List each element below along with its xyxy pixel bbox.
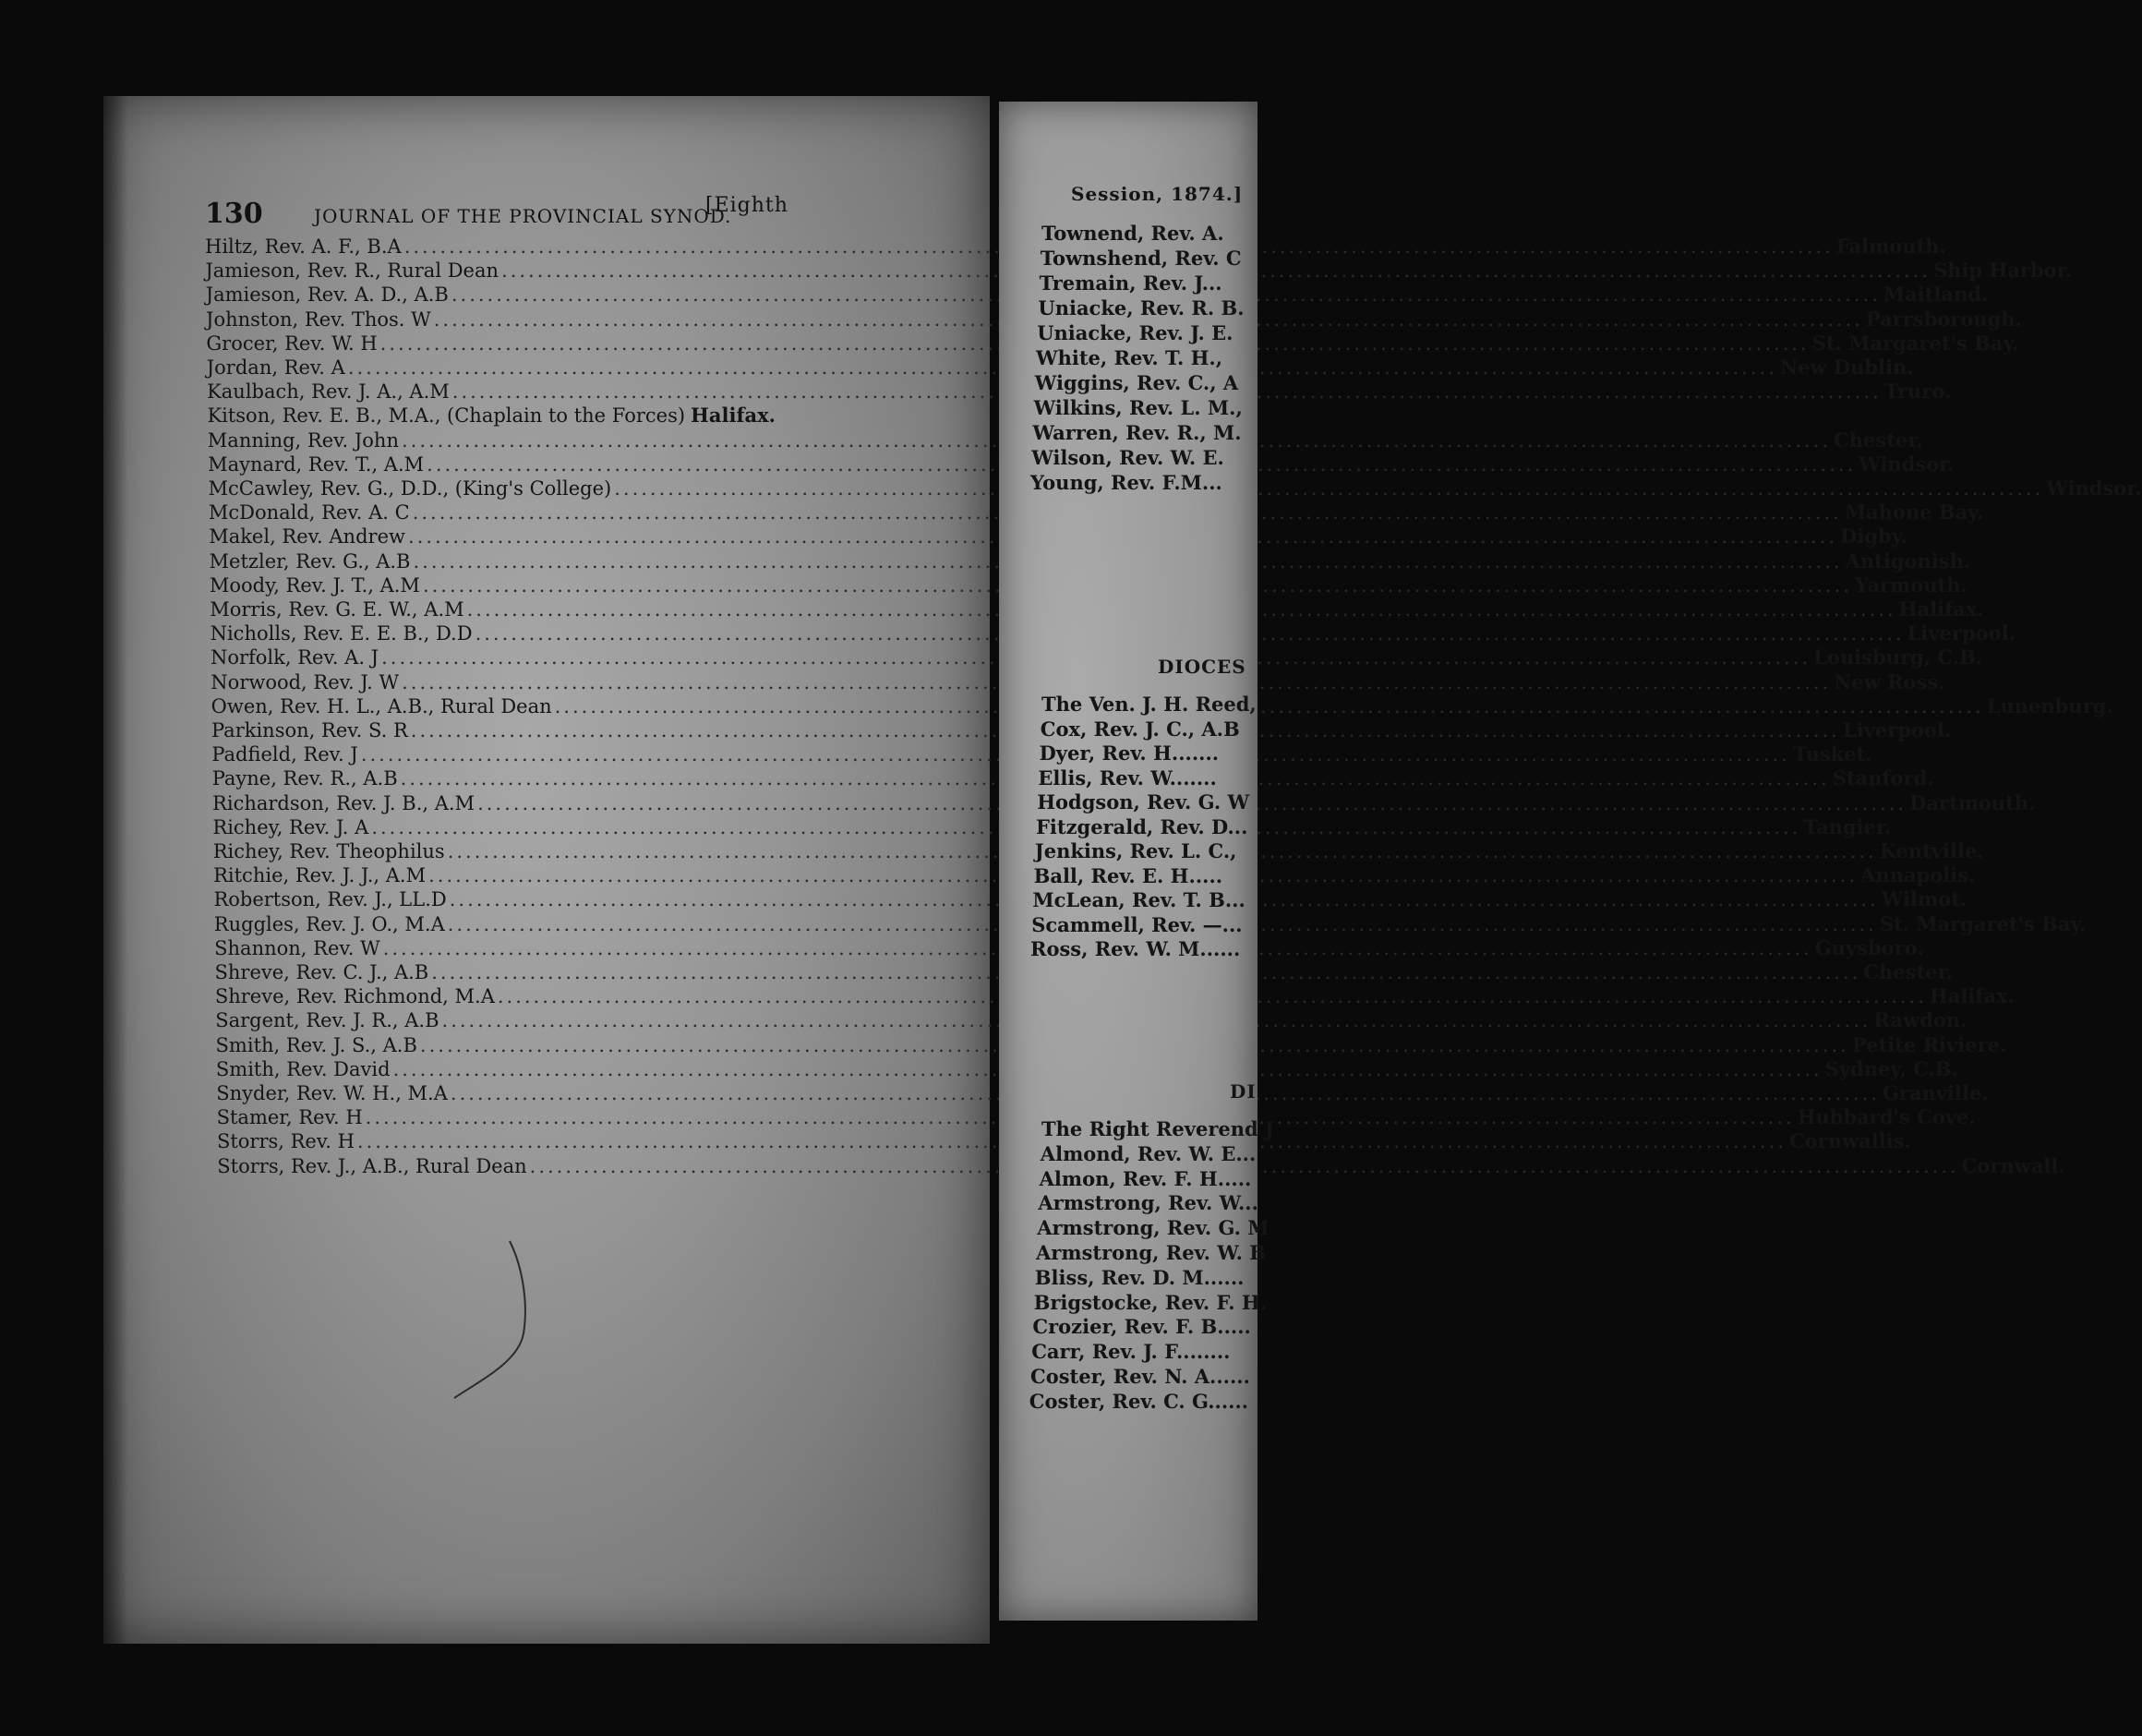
right-entry: Fitzgerald, Rev. D... [1036,814,1248,838]
entry-name: Parkinson, Rev. S. R [211,719,408,741]
right-entry: Ross, Rev. W. M...... [1030,937,1241,960]
entry-name: Kaulbach, Rev. J. A., A.M [207,380,450,404]
entry-place: Stanford. [1832,766,1934,790]
entry-place: Halifax. [691,404,776,428]
entry-place: Louisburg, C.B. [1813,645,1983,669]
right-entry: Jenkins, Rev. L. C., [1034,839,1237,862]
entry-place: Rawdon. [1873,1008,1968,1032]
entry-name: Shannon, Rev. W [214,936,380,959]
leader-dots [614,477,2043,500]
right-entry: Almond, Rev. W. E... [1040,1141,1257,1165]
entry-name: Richey, Rev. J. A [212,815,369,838]
entry-place: Chester. [1834,428,1923,452]
entry-name: Norfolk, Rev. A. J [210,646,379,669]
running-title: JOURNAL OF THE PROVINCIAL SYNOD. [314,205,732,227]
entry-name: Robertson, Rev. J., LL.D [213,888,447,911]
right-entry: Cox, Rev. J. C., A.B [1040,717,1240,741]
right-entry: Uniacke, Rev. J. E. [1037,321,1233,344]
entry-place: Tangier. [1803,814,1892,838]
entry-name: Shreve, Rev. C. J., A.B [214,961,429,983]
entry-place: Hubbard's Cove. [1797,1105,1976,1129]
entry-name: Hiltz, Rev. A. F., B.A [205,235,402,258]
right-page [999,102,1274,1621]
entry-place: Kentville. [1879,839,1984,862]
entry-place: Granville. [1882,1081,1989,1104]
entry-name: Manning, Rev. John [207,428,399,452]
running-tag: [Eighth [705,194,788,217]
entry-place: Chester. [1863,960,1953,983]
right-entry: Ball, Rev. E. H..... [1033,863,1223,887]
entry-place: Cornwall. [1961,1153,2065,1177]
entry-name: Moody, Rev. J. T., A.M [209,573,420,597]
right-entry: Bliss, Rev. D. M...... [1034,1265,1245,1289]
entry-place: Windsor. [2046,476,2142,500]
entry-name: Norwood, Rev. J. W [211,670,400,693]
entry-name: Padfield, Rev. J [211,743,358,766]
entry-name: Smith, Rev. J. S., A.B [215,1033,417,1056]
right-entry: Wilson, Rev. W. E. [1031,446,1224,469]
entry-place: Annapolis. [1860,863,1976,887]
right-entry: Young, Rev. F.M... [1030,471,1222,494]
right-entry: Armstrong, Rev. W. B [1036,1241,1266,1264]
entry-place: Windsor. [1859,452,1955,476]
entry-place: Liverpool. [1907,621,2016,645]
right-entry: Townend, Rev. A. [1041,222,1224,245]
entry-place: Antigonish. [1845,549,1971,573]
right-entry: Tremain, Rev. J... [1039,271,1222,295]
right-entry: Brigstocke, Rev. F. H. [1033,1290,1268,1314]
entry-place: Digby. [1840,524,1907,549]
entry-name: Richardson, Rev. J. B., A.M [212,791,475,814]
right-entry: Warren, Rev. R., M. [1032,421,1242,444]
entry-place: Liverpool. [1842,718,1952,741]
right-entry: Armstrong, Rev. W... [1038,1191,1258,1215]
entry-name: Maynard, Rev. T., A.M [208,452,425,476]
right-entry: Ellis, Rev. W....... [1038,766,1217,790]
entry-name: Owen, Rev. H. L., A.B., Rural Dean [211,694,552,717]
entry-place: Halifax. [1929,984,2015,1008]
right-entry: Dyer, Rev. H....... [1039,741,1220,765]
right-entry: Townshend, Rev. C [1040,247,1242,270]
entry-place: Guysboro. [1814,935,1924,959]
section-heading-diocese: DIOCES [1158,656,1246,678]
entry-name: Johnston, Rev. Thos. W [206,307,431,331]
entry-place: New Ross. [1834,669,1945,693]
entry-place: Halifax. [1898,597,1984,621]
pencil-mark [445,1232,556,1417]
page-number: 130 [205,198,263,230]
right-entry: Uniacke, Rev. R. B. [1038,296,1245,319]
entry-place: Cornwallis. [1788,1129,1911,1153]
entry-name: McDonald, Rev. A. C [208,501,410,524]
entry-name: Smith, Rev. David [215,1057,391,1080]
entry-place: Truro. [1883,380,1952,404]
right-entry: Coster, Rev. N. A...... [1030,1365,1250,1388]
entry-name: Richey, Rev. Theophilus [212,840,445,862]
entry-place: Tusket. [1792,742,1872,766]
entry-place: Yarmouth. [1854,573,1968,597]
right-entry: The Ven. J. H. Reed, [1041,693,1257,716]
entry-place: St. Margaret's Bay. [1811,331,2019,355]
entry-name: Shreve, Rev. Richmond, M.A [214,985,495,1008]
entry-name: Storrs, Rev. J., A.B., Rural Dean [217,1154,527,1177]
section-heading-di: DI [1230,1080,1257,1103]
entry-name: Nicholls, Rev. E. E. B., D.D [210,622,473,645]
entry-place: Parrsborough. [1865,307,2022,331]
entry-place: New Dublin. [1779,356,1914,379]
right-entry: Hodgson, Rev. G. W [1037,790,1250,814]
right-entry: Almon, Rev. F. H..... [1039,1166,1252,1190]
entry-name: Grocer, Rev. W. H [206,332,378,355]
entry-name: Makel, Rev. Andrew [209,525,405,549]
right-entry: Carr, Rev. J. F........ [1031,1340,1231,1364]
entry-place: St. Margaret's Bay. [1879,911,2087,935]
entry-place: Wilmot. [1881,887,1968,911]
entry-name: Kitson, Rev. E. B., M.A., (Chaplain to the Forces) [207,404,686,428]
entry-place: Ship Harbor. [1933,259,2073,283]
entry-name: Metzler, Rev. G., A.B [209,549,411,573]
entry-place: Mahone Bay. [1844,500,1984,524]
entry-name: Jamieson, Rev. A. D., A.B [205,283,449,307]
entry-place: Dartmouth. [1909,790,2036,814]
entry-place: Maitland. [1883,283,1989,307]
entry-name: Stamer, Rev. H [216,1106,363,1129]
entry-name: Ruggles, Rev. J. O., M.A [213,912,445,935]
entry-name: Morris, Rev. G. E. W., A.M [210,598,464,621]
right-entry: Armstrong, Rev. G. M [1037,1216,1270,1240]
right-entry: Crozier, Rev. F. B..... [1032,1315,1251,1339]
entry-place: Lunenburg. [1986,693,2113,717]
entry-name: Payne, Rev. R., A.B [211,767,398,790]
entry-name: Ritchie, Rev. J. J., A.M [213,864,427,887]
entry-place: Sydney, C.B. [1824,1056,1958,1080]
right-entry: Scammell, Rev. —... [1031,912,1243,936]
entry-name: Storrs, Rev. H [216,1130,355,1153]
entry-place: Falmouth. [1835,235,1946,258]
right-entry: Coster, Rev. C. G...... [1029,1389,1249,1413]
right-entry: White, Rev. T. H., [1036,346,1223,369]
right-entry: McLean, Rev. T. B... [1032,888,1245,911]
right-entry: The Right Reverend J [1041,1117,1274,1140]
entry-name: Snyder, Rev. W. H., M.A [216,1082,448,1104]
right-running-header: Session, 1874.] [1071,183,1244,205]
entry-name: Sargent, Rev. J. R., A.B [215,1009,439,1032]
entry-place: Petite Riviere. [1851,1032,2007,1056]
right-entry: Wiggins, Rev. C., A [1034,371,1239,394]
right-entry: Wilkins, Rev. L. M., [1033,396,1243,419]
entry-name: McCawley, Rev. G., D.D., (King's College) [208,477,612,500]
entry-name: Jamieson, Rev. R., Rural Dean [205,259,499,283]
entry-name: Jordan, Rev. A [206,356,345,379]
